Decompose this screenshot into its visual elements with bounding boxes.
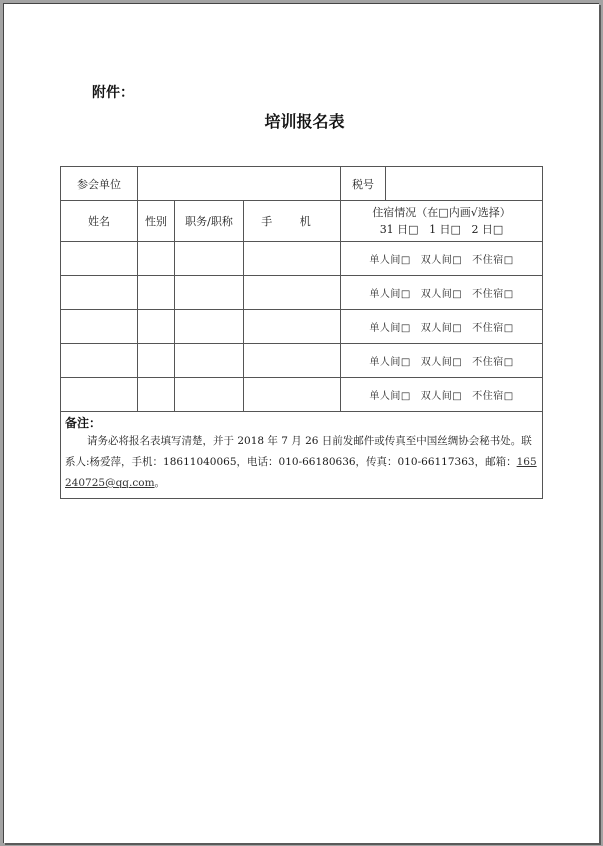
unit-field[interactable]	[138, 167, 341, 201]
single-room-checkbox[interactable]: 单人间□	[369, 289, 411, 300]
mobile-cell[interactable]	[244, 276, 341, 310]
table-row	[61, 242, 543, 276]
col-header-mobile	[244, 201, 341, 242]
table-row	[61, 344, 543, 378]
notes-row	[61, 412, 543, 499]
mobile-cell[interactable]	[244, 242, 341, 276]
double-room-checkbox[interactable]: 双人间□	[420, 391, 463, 402]
single-room-checkbox[interactable]: 单人间□	[369, 255, 411, 266]
no-lodging-checkbox[interactable]: 不住宿□	[472, 357, 514, 368]
page-title: 培训报名表	[264, 112, 345, 131]
name-cell[interactable]	[61, 310, 138, 344]
mobile-cell[interactable]	[244, 378, 341, 412]
unit-row	[61, 167, 543, 201]
tax-label: 税号	[341, 167, 386, 201]
notes-label: 备注：	[65, 416, 102, 430]
position-cell[interactable]	[175, 344, 244, 378]
double-room-checkbox[interactable]: 双人间□	[420, 357, 463, 368]
double-room-checkbox[interactable]: 双人间□	[420, 323, 463, 334]
col-header-gender: 性别	[138, 201, 175, 242]
room-options	[341, 242, 543, 276]
lodging-dates[interactable]: 31 日□ 1 日□ 2 日□	[379, 223, 504, 236]
no-lodging-checkbox[interactable]: 不住宿□	[472, 255, 514, 266]
name-cell[interactable]	[61, 378, 138, 412]
single-room-checkbox[interactable]: 单人间□	[369, 323, 411, 334]
position-cell[interactable]	[175, 310, 244, 344]
double-room-checkbox[interactable]: 双人间□	[420, 255, 463, 266]
header-row	[61, 201, 543, 242]
room-options	[341, 344, 543, 378]
col-header-position: 职务/职称	[175, 201, 244, 242]
name-cell[interactable]	[61, 344, 138, 378]
notes-cell	[61, 412, 543, 499]
email-link[interactable]: 165240725@qq.com	[65, 456, 537, 489]
single-room-checkbox[interactable]: 单人间□	[369, 391, 411, 402]
unit-label: 参会单位	[61, 167, 138, 201]
gender-cell[interactable]	[138, 242, 175, 276]
attachment-label: 附件：	[92, 85, 134, 101]
single-room-checkbox[interactable]: 单人间□	[369, 357, 411, 368]
name-cell[interactable]	[61, 242, 138, 276]
table-row	[61, 310, 543, 344]
room-options	[341, 276, 543, 310]
name-cell[interactable]	[61, 276, 138, 310]
position-cell[interactable]	[175, 242, 244, 276]
col-header-mobile-text: 手 机	[261, 215, 323, 228]
no-lodging-checkbox[interactable]: 不住宿□	[472, 289, 514, 300]
no-lodging-checkbox[interactable]: 不住宿□	[472, 323, 514, 334]
col-header-name: 姓名	[61, 201, 138, 242]
room-options	[341, 378, 543, 412]
notes-end: 。	[154, 477, 166, 489]
col-header-lodging	[341, 201, 543, 242]
notes-text	[65, 431, 538, 494]
tax-field[interactable]	[386, 167, 543, 201]
document-page	[3, 3, 599, 843]
table-row	[61, 378, 543, 412]
no-lodging-checkbox[interactable]: 不住宿□	[472, 391, 514, 402]
double-room-checkbox[interactable]: 双人间□	[420, 289, 463, 300]
mobile-cell[interactable]	[244, 344, 341, 378]
gender-cell[interactable]	[138, 344, 175, 378]
position-cell[interactable]	[175, 276, 244, 310]
mobile-cell[interactable]	[244, 310, 341, 344]
table-row	[61, 276, 543, 310]
gender-cell[interactable]	[138, 276, 175, 310]
room-options	[341, 310, 543, 344]
notes-body: 请务必将报名表填写清楚，并于 2018 年 7 月 26 日前发邮件或传真至中国丝绸协会秘书处。联系人:杨爱萍，手机：18611040065，电话：010-66180636，传真：010-66117363，邮箱：	[65, 435, 532, 468]
lodging-title: 住宿情况（在□内画√选择）	[372, 206, 511, 219]
position-cell[interactable]	[175, 378, 244, 412]
gender-cell[interactable]	[138, 310, 175, 344]
registration-form-table	[60, 166, 543, 499]
gender-cell[interactable]	[138, 378, 175, 412]
